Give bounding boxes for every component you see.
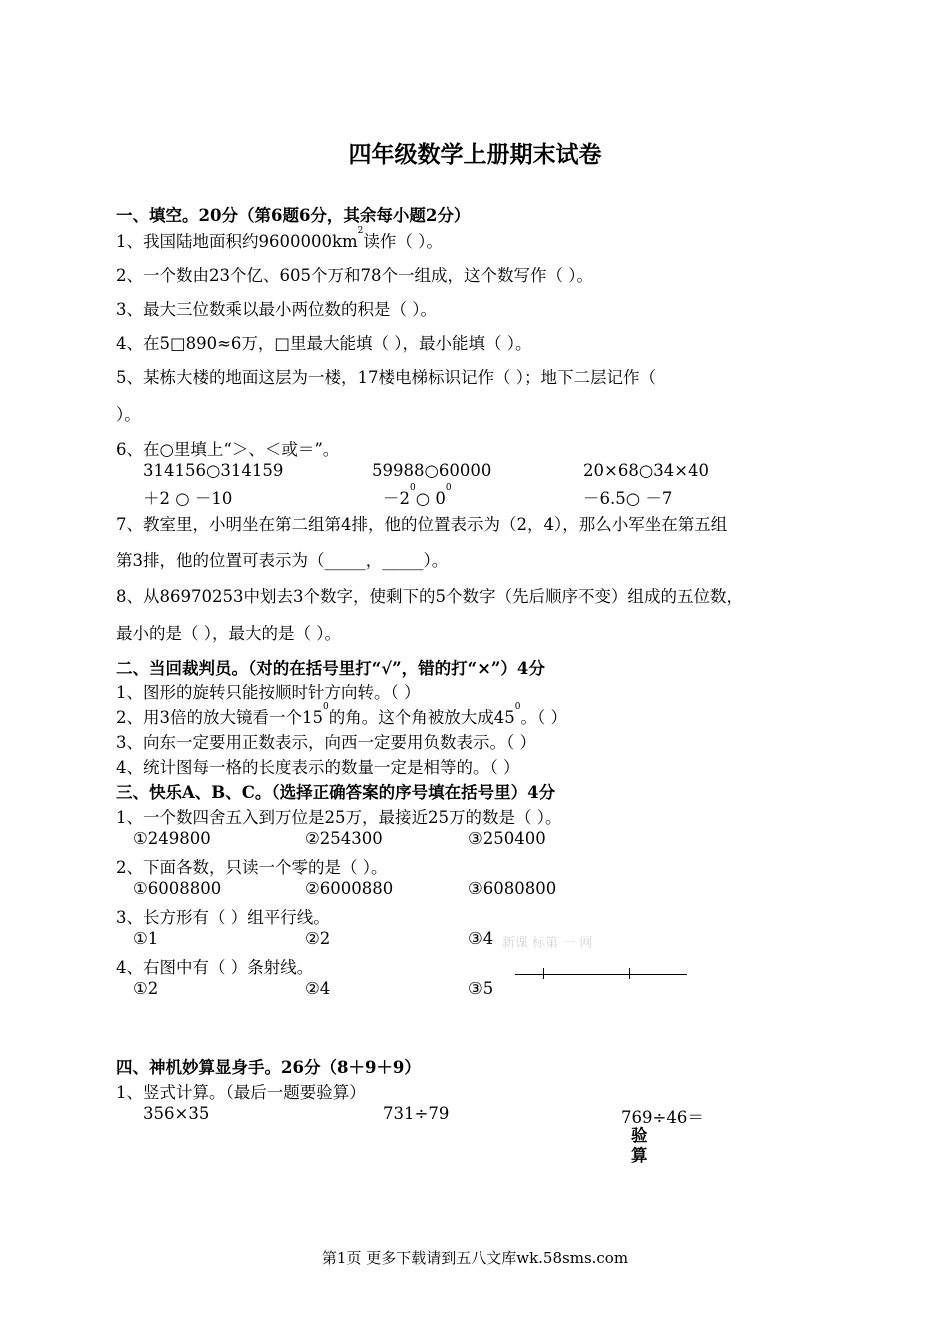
s2-q2-text: 2、用3倍的放大镜看一个15 (116, 708, 323, 727)
compare-item: －6.5○ －7 (583, 489, 673, 508)
s1-question-3: 3、最大三位数乘以最小两位数的积是（ ）。 (116, 300, 437, 319)
s2-question-2 (116, 704, 567, 728)
compare-item: 20×68○34×40 (583, 461, 710, 480)
calc-problem: 731÷79 (383, 1104, 450, 1123)
check-label-char: 算 (631, 1146, 648, 1165)
s1-question-2: 2、一个数由23个亿、605个万和78个一组成，这个数写作（ ）。 (116, 266, 593, 285)
point-tick (629, 968, 630, 979)
s1-question-8-line2: 最小的是（ ），最大的是（ ）。 (116, 624, 341, 643)
degree-sup: 0 (323, 702, 329, 712)
option: ①1 (133, 929, 159, 948)
page-footer: 第1页 更多下载请到五八文库wk.58sms.com (321, 1249, 629, 1267)
s1-question-7-line1: 7、教室里，小明坐在第二组第4排，他的位置表示为（2，4），那么小军坐在第五组 (116, 515, 728, 534)
option: ③4 (468, 929, 494, 948)
s1-question-7-line2: 第3排，他的位置可表示为（_____，_____）。 (116, 551, 449, 570)
compare-left: －2 (383, 489, 410, 508)
option: ②254300 (305, 829, 383, 848)
s2-q2-blank: 。（ ） (520, 708, 567, 727)
degree-sup: 0 (514, 702, 521, 712)
option: ①2 (133, 979, 159, 998)
option: ②2 (305, 929, 331, 948)
option: ①6008800 (133, 879, 222, 898)
option: ③250400 (468, 829, 546, 848)
compare-item (383, 485, 452, 509)
section-4-heading: 四、神机妙算显身手。26分（8＋9＋9） (116, 1058, 421, 1077)
s2-q2-text-mid: 的角。这个角被放大成45 (328, 708, 515, 727)
ray-line (515, 974, 687, 975)
s1-q1-superscript: 2 (357, 226, 364, 236)
section-2-heading: 二、当回裁判员。（对的在括号里打“√”，错的打“×”）4分 (116, 659, 545, 678)
s1-q1-blank: 读作（ ）。 (363, 232, 443, 251)
s1-question-5-line1: 5、某栋大楼的地面这层为一楼，17楼电梯标识记作（ ）；地下二层记作（ (116, 368, 656, 387)
compare-item: 314156○314159 (143, 461, 284, 480)
option: ③6080800 (468, 879, 557, 898)
option: ①249800 (133, 829, 211, 848)
s2-question-4: 4、统计图每一格的长度表示的数量一定是相等的。（ ） (116, 758, 520, 777)
s1-question-4: 4、在5□890≈6万，□里最大能填（ ），最小能填（ ）。 (116, 334, 532, 353)
option: ③5 (468, 979, 494, 998)
s3-question-4: 4、右图中有（ ）条射线。 (116, 958, 314, 977)
page-title: 四年级数学上册期末试卷 (348, 141, 602, 168)
calc-problem: 356×35 (143, 1104, 210, 1123)
s1-q1-text: 1、我国陆地面积约9600000km (116, 232, 358, 251)
s4-question-1: 1、竖式计算。（最后一题要验算） (116, 1083, 366, 1102)
watermark: 新课 标第 一 网 (502, 936, 593, 951)
check-label-char: 验 (631, 1126, 648, 1145)
check-label (631, 1126, 648, 1166)
s1-question-8-line1: 8、从86970253中划去3个数字，使剩下的5个数字（先后顺序不变）组成的五位数， (116, 587, 743, 606)
s1-question-6: 6、在○里填上“＞、＜或＝”。 (116, 440, 340, 459)
s3-question-3: 3、长方形有（ ）组平行线。 (116, 908, 330, 927)
s2-question-1: 1、图形的旋转只能按顺时针方向转。（ ） (116, 683, 421, 702)
s1-question-5-line2: ）。 (116, 405, 141, 424)
section-3-heading: 三、快乐A、B、C。（选择正确答案的序号填在括号里）4分 (116, 783, 556, 802)
exponent: 0 (445, 483, 452, 493)
s3-question-1: 1、一个数四舍五入到万位是25万，最接近25万的数是（ ）。 (116, 808, 562, 827)
s1-question-1 (116, 228, 443, 252)
compare-item: 59988○60000 (372, 461, 492, 480)
option: ②4 (305, 979, 331, 998)
section-1-heading: 一、填空。20分（第6题6分，其余每小题2分） (116, 206, 471, 225)
compare-right: ○ 0 (415, 489, 446, 508)
point-tick (543, 968, 544, 979)
compare-item: ＋2 ○ －10 (143, 489, 233, 508)
option: ②6000880 (305, 879, 394, 898)
s2-question-3: 3、向东一定要用正数表示，向西一定要用负数表示。（ ） (116, 733, 536, 752)
calc-problem: 769÷46＝ (621, 1108, 704, 1127)
exponent: 0 (410, 483, 416, 493)
s3-question-2: 2、下面各数，只读一个零的是（ ）。 (116, 858, 388, 877)
